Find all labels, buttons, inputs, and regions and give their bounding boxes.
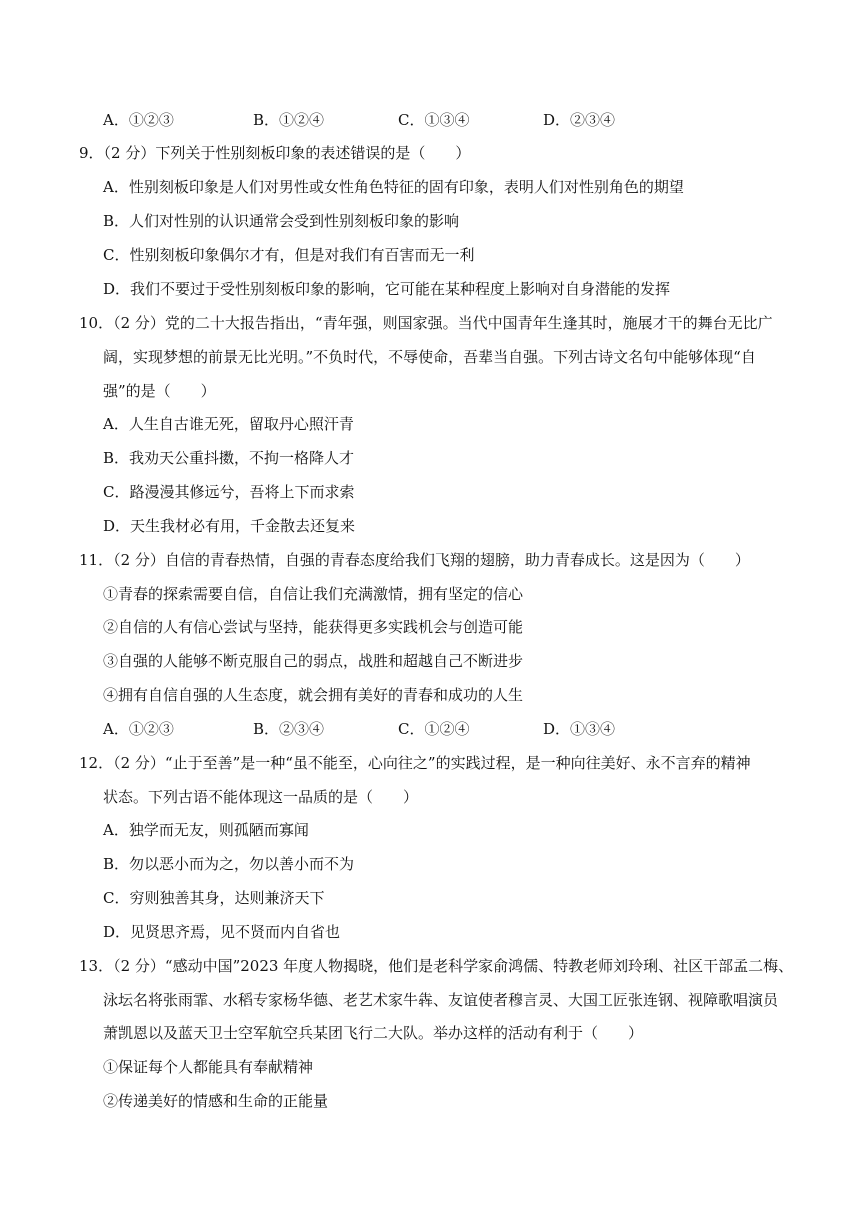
q12-option-a[interactable]: A．独学而无友，则孤陋而寡闻 — [103, 821, 309, 839]
q11-item-2: ②自信的人有信心尝试与坚持，能获得更多实践机会与创造可能 — [103, 618, 524, 636]
q12-stem-line-1: 12．（2 分）“止于至善”是一种“虽不能至，心向往之”的实践过程，是一种向往美好、永不言弃的精神 — [79, 754, 751, 772]
q12-option-c[interactable]: C．穷则独善其身，达则兼济天下 — [103, 889, 325, 907]
q11-choice-a[interactable]: A．①②③ — [103, 720, 174, 738]
q8-choice-a[interactable]: A．①②③ — [103, 111, 174, 129]
q11-item-1: ①青春的探索需要自信，自信让我们充满激情，拥有坚定的信心 — [103, 585, 524, 603]
q13-stem-line-2: 泳坛名将张雨霏、水稻专家杨华德、老艺术家牛犇、友谊使者穆言灵、大国工匠张连钢、视障歌唱演员 — [103, 991, 779, 1009]
q12-stem-line-2: 状态。下列古语不能体现这一品质的是（ ） — [103, 788, 419, 806]
q8-choice-c[interactable]: C．①③④ — [398, 111, 470, 129]
q10-option-d[interactable]: D．天生我材必有用，千金散去还复来 — [103, 517, 356, 535]
q10-stem-line-1: 10．（2 分）党的二十大报告指出，“青年强，则国家强。当代中国青年生逢其时，施展才干的舞台无比广 — [79, 314, 773, 332]
q10-option-b[interactable]: B．我劝天公重抖擞，不拘一格降人才 — [103, 449, 355, 467]
q10-option-a[interactable]: A．人生自古谁无死，留取丹心照汗青 — [103, 415, 354, 433]
q11-choice-d[interactable]: D．①③④ — [543, 720, 616, 738]
q13-stem-line-1: 13．（2 分）“感动中国”2023 年度人物揭晓，他们是老科学家俞鸿儒、特教老师刘玲琍、社区干部孟二梅、 — [79, 957, 794, 975]
q10-option-c[interactable]: C．路漫漫其修远兮，吾将上下而求索 — [103, 483, 355, 501]
q10-stem-line-2: 阔，实现梦想的前景无比光明。”不负时代，不辱使命，吾辈当自强。下列古诗文名句中能够体现“自 — [103, 348, 756, 366]
q11-choice-c[interactable]: C．①②④ — [398, 720, 470, 738]
q13-stem-line-3: 萧凯恩以及蓝天卫士空军航空兵某团飞行二大队。举办这样的活动有利于（ ） — [103, 1024, 644, 1042]
q13-item-1: ①保证每个人都能具有奉献精神 — [103, 1058, 314, 1076]
q12-option-d[interactable]: D．见贤思齐焉，见不贤而内自省也 — [103, 923, 341, 941]
q11-stem: 11．（2 分）自信的青春热情，自强的青春态度给我们飞翔的翅膀，助力青春成长。这是因为（ ） — [79, 551, 750, 569]
q9-option-b[interactable]: B．人们对性别的认识通常会受到性别刻板印象的影响 — [103, 212, 460, 230]
q11-item-3: ③自强的人能够不断克服自己的弱点，战胜和超越自己不断进步 — [103, 652, 524, 670]
q10-stem-line-3: 强”的是（ ） — [103, 382, 216, 400]
q9-option-c[interactable]: C．性别刻板印象偶尔才有，但是对我们有百害而无一利 — [103, 246, 475, 264]
q9-option-d[interactable]: D．我们不要过于受性别刻板印象的影响，它可能在某种程度上影响对自身潜能的发挥 — [103, 280, 671, 298]
q9-option-a[interactable]: A．性别刻板印象是人们对男性或女性角色特征的固有印象，表明人们对性别角色的期望 — [103, 178, 684, 196]
q9-stem: 9．（2 分）下列关于性别刻板印象的表述错误的是（ ） — [79, 144, 471, 162]
q11-choice-b[interactable]: B．②③④ — [253, 720, 325, 738]
q12-option-b[interactable]: B．勿以恶小而为之，勿以善小而不为 — [103, 855, 355, 873]
q13-item-2: ②传递美好的情感和生命的正能量 — [103, 1092, 329, 1110]
q8-choice-d[interactable]: D．②③④ — [543, 111, 616, 129]
q11-item-4: ④拥有自信自强的人生态度，就会拥有美好的青春和成功的人生 — [103, 686, 524, 704]
q8-choice-b[interactable]: B．①②④ — [253, 111, 325, 129]
